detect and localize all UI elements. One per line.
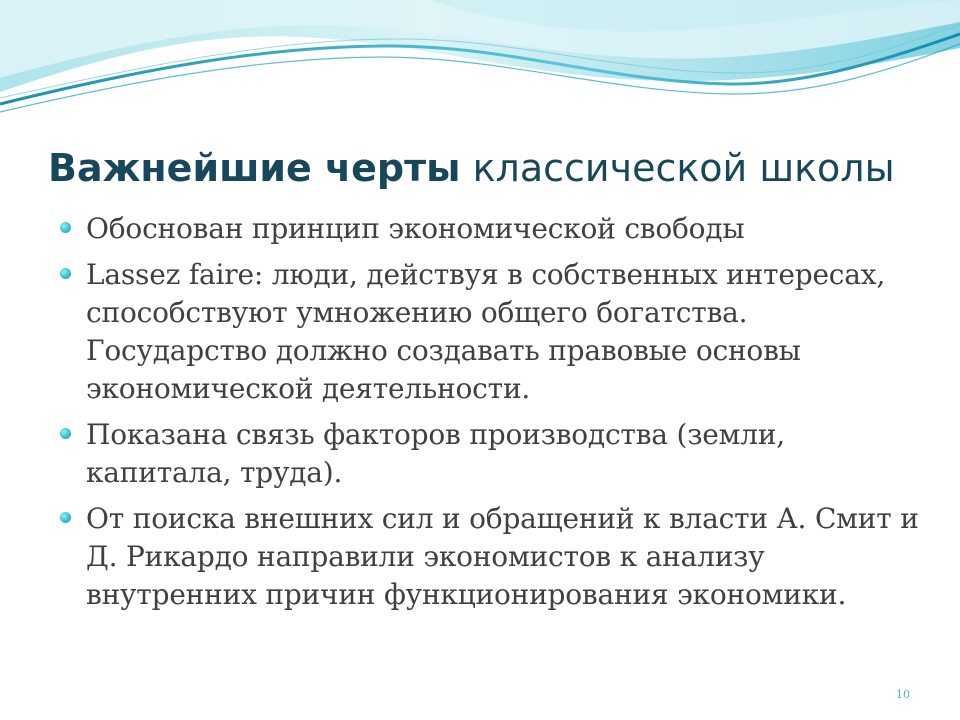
- slide-title-rest: классической школы: [472, 146, 895, 190]
- bullet-item: [52, 210, 922, 248]
- bullet-text: От поиска внешних сил и обращений к власти А. Смит и Д. Рикардо направили экономистов к анализу внутренних причин функционирования экономики.: [86, 502, 919, 611]
- circle-bullet-icon: [60, 222, 71, 233]
- slide-title: [48, 140, 928, 196]
- bullet-text: Lassez faire: люди, действуя в собственных интересах, способствуют умножению общего богатства. Государство должно создавать правовые основы экономической деятельности.: [86, 258, 886, 405]
- bullet-item: [52, 500, 922, 614]
- bullet-list: [52, 210, 922, 622]
- circle-bullet-icon: [60, 428, 71, 439]
- bullet-item: [52, 416, 922, 492]
- slide-number: 10: [896, 688, 910, 701]
- circle-bullet-icon: [60, 268, 71, 279]
- slide-title-bold: Важнейшие черты: [48, 146, 461, 190]
- bullet-item: [52, 256, 922, 408]
- circle-bullet-icon: [60, 512, 71, 523]
- bullet-text: Показана связь факторов производства (земли, капитала, труда).: [86, 418, 785, 489]
- wave-header-decoration: [0, 0, 960, 120]
- bullet-text: Обоснован принцип экономической свободы: [86, 212, 745, 245]
